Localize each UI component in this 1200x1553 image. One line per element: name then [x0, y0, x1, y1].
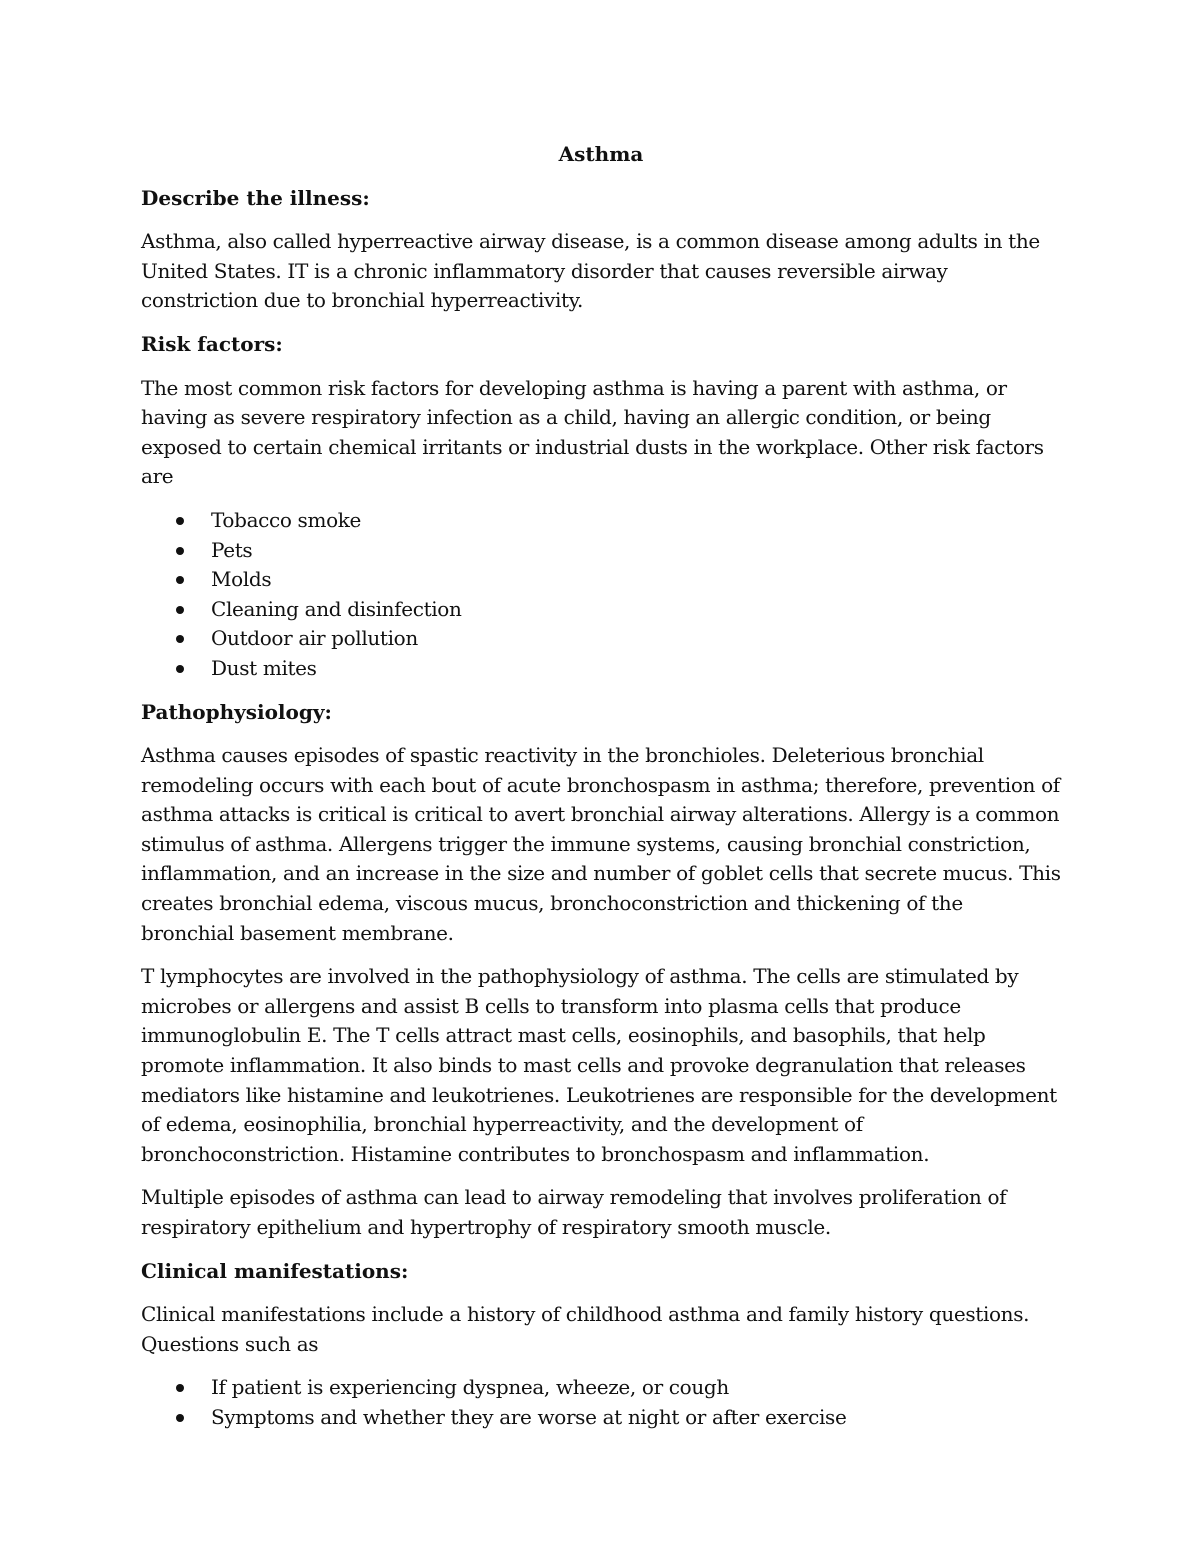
section-pathophysiology — [141, 698, 1061, 1243]
list-item — [141, 1403, 1061, 1433]
section-heading: Pathophysiology: — [141, 699, 332, 724]
bullet-icon — [176, 1414, 184, 1422]
bullet-icon — [176, 606, 184, 614]
bullet-icon — [176, 547, 184, 555]
list-item — [141, 654, 1061, 684]
bullet-icon — [176, 576, 184, 584]
document-page — [141, 140, 1061, 1447]
paragraph: The most common risk factors for developing asthma is having a parent with asthma, or having as severe respiratory infection as a child, having an allergic condition, or being exposed to certain chemical irritants or industrial dusts in the workplace. Other risk factors are — [141, 375, 1044, 489]
list-item — [141, 565, 1061, 595]
list-item-text: Outdoor air pollution — [211, 626, 418, 651]
paragraph: Asthma causes episodes of spastic reactivity in the bronchioles. Deleterious bronchial remodeling occurs with each bout of acute bronchospasm in asthma; therefore, prevention of asthma attacks is critical is critical to avert bronchial airway alterations. Allergy is a common stimulus of asthma. Allergens trigger the immune systems, causing bronchial constriction, inflammation, and an increase in the size and number of goblet cells that secrete mucus. This creates bronchial edema, viscous mucus, bronchoconstriction and thickening of the bronchial basement membrane. — [141, 743, 1061, 945]
paragraph: Asthma, also called hyperreactive airway disease, is a common disease among adults in the United States. IT is a chronic inflammatory disorder that causes reversible airway constriction due to bronchial hyperreactivity. — [141, 229, 1040, 313]
risk-factor-list — [141, 506, 1061, 684]
list-item-text: Molds — [211, 567, 272, 592]
bullet-icon — [176, 1384, 184, 1392]
list-item — [141, 536, 1061, 566]
bullet-icon — [176, 665, 184, 673]
bullet-icon — [176, 517, 184, 525]
paragraph: T lymphocytes are involved in the pathophysiology of asthma. The cells are stimulated by microbes or allergens and assist B cells to transform into plasma cells that produce immunoglobulin E. The T cells attract mast cells, eosinophils, and basophils, that help promote inflammation. It also binds to mast cells and provoke degranulation that releases mediators like histamine and leukotrienes. Leukotrienes are responsible for the development of edema, eosinophilia, bronchial hyperreactivity, and the development of bronchoconstriction. Histamine contributes to bronchospasm and inflammation. — [141, 964, 1057, 1166]
list-item-text: Dust mites — [211, 655, 317, 680]
list-item — [141, 624, 1061, 654]
list-item-text: Cleaning and disinfection — [211, 596, 462, 621]
list-item — [141, 506, 1061, 536]
question-list — [141, 1373, 1061, 1432]
section-heading: Risk factors: — [141, 331, 283, 356]
list-item — [141, 595, 1061, 625]
document-title: Asthma — [558, 142, 644, 166]
list-item-text: Tobacco smoke — [211, 507, 362, 532]
bullet-icon — [176, 635, 184, 643]
section-heading: Clinical manifestations: — [141, 1258, 409, 1283]
section-clinical-manifestations — [141, 1257, 1061, 1433]
section-risk-factors — [141, 330, 1061, 684]
list-item — [141, 1373, 1061, 1403]
list-item-text: Symptoms and whether they are worse at night or after exercise — [211, 1404, 847, 1429]
list-item-text: Pets — [211, 537, 253, 562]
section-heading: Describe the illness: — [141, 185, 370, 210]
paragraph: Clinical manifestations include a history of childhood asthma and family history questions. Questions such as — [141, 1302, 1030, 1356]
section-describe — [141, 184, 1061, 316]
list-item-text: If patient is experiencing dyspnea, wheeze, or cough — [211, 1375, 729, 1400]
paragraph: Multiple episodes of asthma can lead to airway remodeling that involves proliferation of respiratory epithelium and hypertrophy of respiratory smooth muscle. — [141, 1185, 1007, 1239]
